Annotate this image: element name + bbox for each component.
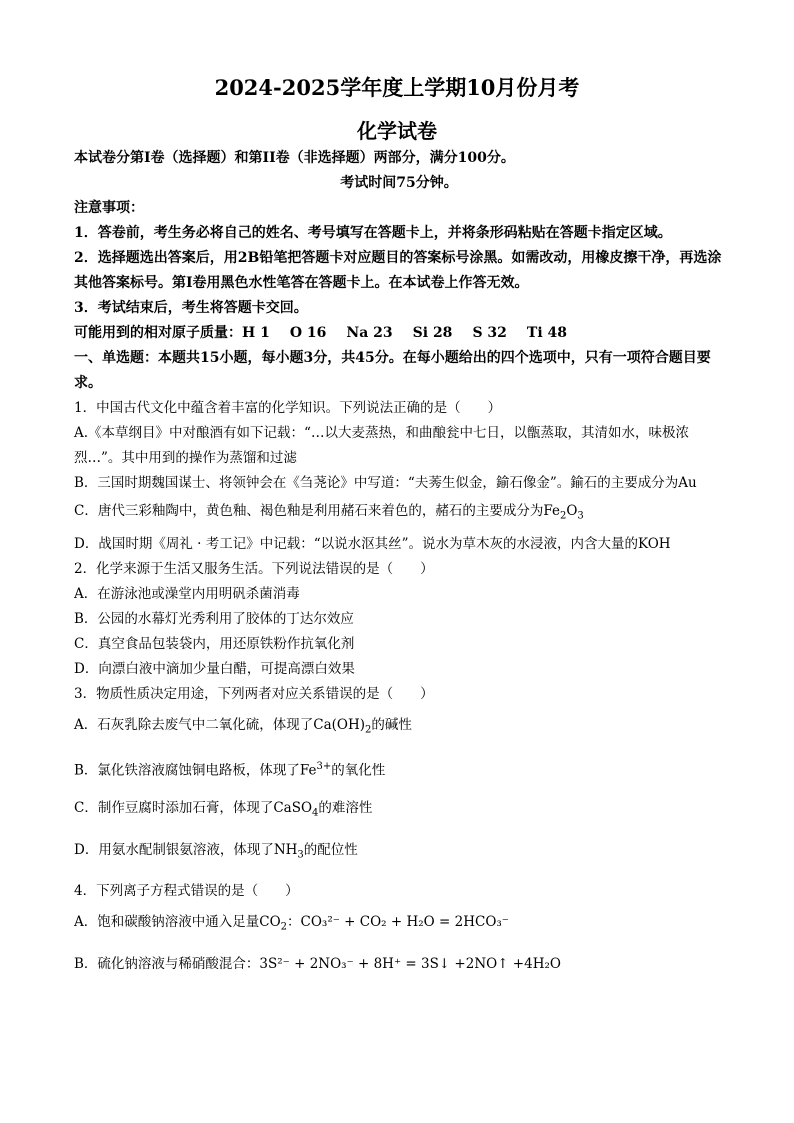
option-text: C．制作豆腐时添加石膏，体现了 bbox=[74, 799, 274, 816]
question-2-option-b: B．公园的水幕灯光秀利用了胶体的丁达尔效应 bbox=[74, 610, 354, 627]
atomic-masses bbox=[74, 321, 724, 346]
formula-subscript: 2 bbox=[559, 510, 567, 522]
option-text: C．唐代三彩釉陶中，黄色釉、褐色釉是利用赭石来着色的，赭石的主要成分为 bbox=[74, 503, 544, 519]
formula-subscript: 2 bbox=[280, 921, 288, 933]
note-item-1: 1．答卷前，考生务必将自己的姓名、考号填写在答题卡上，并将条形码粘贴在答题卡指定区域。 bbox=[74, 225, 672, 241]
mass-item: S 32 bbox=[472, 325, 507, 341]
question-3-option-b bbox=[74, 754, 724, 784]
option-text: 的氧化性 bbox=[331, 762, 386, 779]
formula-subscript: 3 bbox=[297, 849, 304, 861]
question-1-option-a: A.《本草纲目》中对酿酒有如下记载：“…以大麦蒸热，和曲酿瓮中七日，以甑蒸取，其清如水，味极浓 bbox=[74, 425, 689, 441]
question-4-option-b bbox=[74, 952, 724, 977]
question-3-stem: 3．物质性质决定用途，下列两者对应关系错误的是（ ） bbox=[74, 685, 434, 702]
question-4-stem: 4．下列离子方程式错误的是（ ） bbox=[74, 883, 299, 900]
option-text: 的配位性 bbox=[303, 841, 358, 858]
option-text: 的碱性 bbox=[371, 716, 412, 733]
exam-title: 2024-2025学年度上学期10月份月考 bbox=[214, 75, 580, 100]
intro-line-2: 考试时间75分钟。 bbox=[340, 175, 458, 191]
formula-part: Fe bbox=[543, 503, 560, 519]
mass-item: Si 28 bbox=[412, 325, 453, 341]
formula-subscript: 4 bbox=[312, 807, 319, 819]
section-1-heading: 一、单选题：本题共15小题，每小题3分，共45分。在每小题给出的四个选项中，只有一项符合题目要求。 bbox=[74, 350, 711, 391]
question-1-option-a-cont: 烈…”。其中用到的操作为蒸馏和过滤 bbox=[74, 450, 297, 466]
question-4-option-a bbox=[74, 910, 724, 940]
question-3-option-d bbox=[74, 838, 724, 868]
formula-part: Ca(OH) bbox=[313, 716, 366, 733]
question-2-stem: 2．化学来源于生活又服务生活。下列说法错误的是（ ） bbox=[74, 560, 434, 577]
notes-heading: 注意事项： bbox=[74, 200, 144, 216]
exam-subtitle: 化学试卷 bbox=[357, 119, 437, 143]
option-text: 的难溶性 bbox=[318, 799, 373, 816]
option-text: B．硫化钠溶液与稀硝酸混合： bbox=[74, 955, 260, 972]
colon: ： bbox=[287, 914, 301, 931]
question-2-option-d: D．向漂白液中滴加少量白醋，可提高漂白效果 bbox=[74, 660, 355, 677]
mass-item: O 16 bbox=[289, 325, 327, 341]
question-3-option-c bbox=[74, 796, 724, 826]
formula-part: CaSO bbox=[273, 799, 313, 816]
note-item-3: 3．考试结束后，考生将答题卡交回。 bbox=[74, 300, 308, 316]
question-2-option-a: A．在游泳池或澡堂内用明矾杀菌消毒 bbox=[74, 585, 300, 602]
formula-part: Fe bbox=[299, 762, 317, 779]
formula-subscript: 3 bbox=[577, 510, 584, 522]
mass-item: H 1 bbox=[242, 325, 270, 341]
mass-item: Na 23 bbox=[346, 325, 393, 341]
option-text: B．氯化铁溶液腐蚀铜电路板，体现了 bbox=[74, 762, 300, 779]
intro-line-1: 本试卷分第I卷（选择题）和第II卷（非选择题）两部分，满分100分。 bbox=[74, 150, 515, 166]
formula-part: NH bbox=[273, 841, 298, 858]
formula-part: CO bbox=[259, 914, 281, 931]
formula-part: O bbox=[566, 503, 578, 519]
ionic-equation: 3S²⁻ + 2NO₃⁻ + 8H⁺ = 3S↓ +2NO↑ +4H₂O bbox=[259, 955, 561, 972]
question-1-option-c bbox=[74, 496, 724, 532]
option-text: A．石灰乳除去废气中二氧化硫，体现了 bbox=[74, 716, 314, 733]
question-1-option-d: D．战国时期《周礼 · 考工记》中记载：“以说水沤其丝”。说水为草木灰的水浸液，内含大量的KOH bbox=[74, 535, 671, 552]
atomic-masses-label: 可能用到的相对原子质量： bbox=[74, 325, 242, 341]
note-item-2: 2．选择题选出答案后，用2B铅笔把答题卡对应题目的答案标号涂黑。如需改动，用橡皮擦干净，再选涂其他答案标号。第I卷用黑色水性笔答在答题卡上。在本试卷上作答无效。 bbox=[74, 250, 722, 291]
exam-content bbox=[74, 146, 724, 977]
question-3-option-a bbox=[74, 713, 724, 743]
question-1-stem: 1．中国古代文化中蕴含着丰富的化学知识。下列说法正确的是（ ） bbox=[74, 400, 502, 416]
formula-superscript: 3+ bbox=[316, 761, 332, 773]
option-text: D．用氨水配制银氨溶液，体现了 bbox=[74, 841, 274, 858]
mass-item: Ti 48 bbox=[526, 325, 567, 341]
ionic-equation: CO₃²⁻ + CO₂ + H₂O = 2HCO₃⁻ bbox=[300, 914, 509, 931]
formula-subscript: 2 bbox=[365, 724, 372, 736]
option-text: A．饱和碳酸钠溶液中通入足量 bbox=[74, 914, 260, 931]
question-2-option-c: C．真空食品包装袋内，用还原铁粉作抗氧化剂 bbox=[74, 635, 355, 652]
question-1-option-b: B．三国时期魏国谋士、将领钟会在《刍荛论》中写道：“夫莠生似金，鍮石像金”。鍮石的主要成分为Au bbox=[74, 475, 697, 491]
